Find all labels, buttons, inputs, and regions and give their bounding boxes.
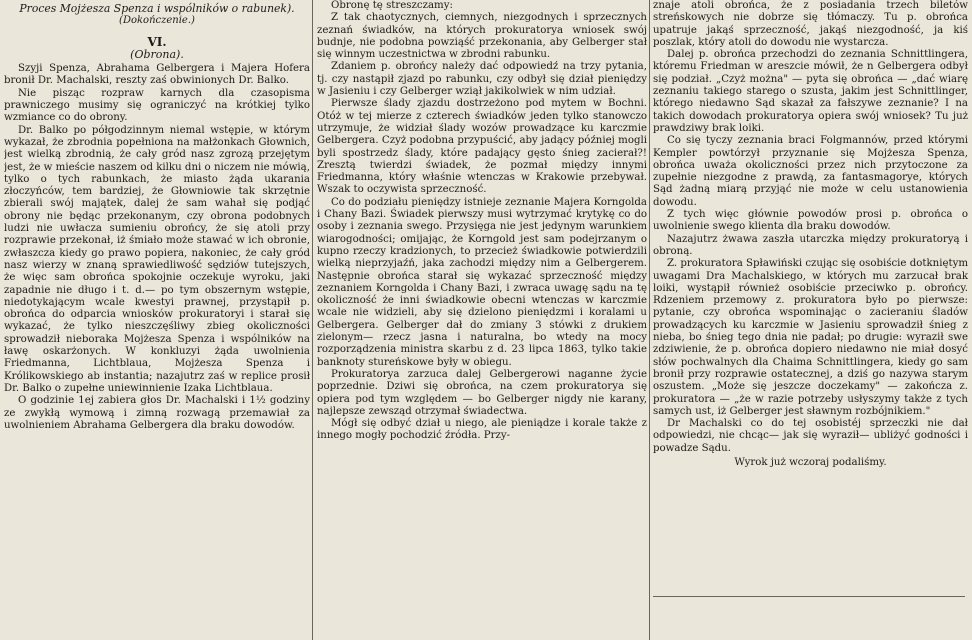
- paragraph: Co się tyczy zeznania braci Folgmannów, przed którymi Kempler powtórzył przyznanie się Mojżesza Spenza, obrońca uważa okoliczności przez nich przytoczone za zupełnie niezgodne z prawdą, za fantasmagorye, których Sąd żadną miarą przyjąć nie może w celu ustanowienia dowodu.: [653, 135, 968, 208]
- column-divider: [649, 0, 650, 640]
- paragraph: Z. prokuratora Spławiński czując się osobiście dotkniętym uwagami Dra Machalskiego, w których mu zarzucał brak loiki, wystąpił również osobiście przeciwko p. obrońcy. Rdzeniem przemowy z. prokuratora było po pierwsze: pytanie, czy obrońca wspominając o zacieraniu śladów prowadzących ku karczmie w Jasieniu sprowadził śnieg z nieba, bo śnieg tego dnia nie padał; po drugie: wyraził swe zdziwienie, że p. obrońca dopiero niedawno nie miał dosyć słów pochwalnych dla Chaima Schnittlingera, kiedy go sam bronił przy rozprawie ostatecznej, a dziś go nazywa starym oszustem. „Może się jeszcze doczekamy" — zakończa z. prokuratora — „że w razie potrzeby usłyszymy także z tych samych ust, iż Gelberger jest sławnym rozbójnikiem.": [653, 258, 968, 417]
- paragraph: Dr Machalski co do tej osobistéj sprzeczki nie dał odpowiedzi, nie chcąc— jak się wyraził— ubliżyć godności i powadze Sądu.: [653, 418, 968, 454]
- paragraph: O godzinie 1ej zabiera głos Dr. Machalski i 1½ godziny ze zwykłą wymową i zimną rozwagą przemawiał za uwolnieniem Abrahama Gelbergera dla braku dowodów.: [4, 395, 310, 431]
- paragraph: Prokuratorya zarzuca dalej Gelbergerowi naganne życie poprzednie. Dziwi się obrońca, na czem prokuratorya się opiera pod tym względem — bo Gelberger nigdy nie karany, najlepsze zewsząd otrzymał świadectwa.: [317, 368, 647, 417]
- paragraph: Dalej p. obrońca przechodzi do zeznania Schnittlingera, któremu Friedman w areszcie mówił, że n Gelbergera odbył się podział. „Czyż można" — pyta się obrońca — „dać wiarę zeznaniu takiego starego o szusta, jakim jest Schnittlinger, którego niedawno Sąd skazał za fałszywe zeznanie? I na takich dowodach prokuratorya opiera swój wniosek? Tu już prawdziwy brak loiki.: [653, 49, 968, 134]
- column-left: [4, 0, 310, 640]
- article-title: Proces Mojżesza Spenza i wspólników o rabunek).: [19, 2, 295, 15]
- closing-rule: [653, 596, 965, 597]
- column-right: [653, 0, 968, 640]
- paragraph: znaje atoli obrońca, że z posiadania trzech biletów streńskowych nie dobrze się tłómaczy. Tu p. obrońca upatruje jakąś sprzeczność, jakąś niezgodność, ja kiś poszlak, który atoli do dowodu nie wystarcza.: [653, 0, 968, 48]
- paragraph: Nazajutrz żwawa zaszła utarczka między prokuratoryą i obroną.: [653, 233, 968, 257]
- paragraph: Szyji Spenza, Abrahama Gelbergera i Majera Hofera bronił Dr. Machalski, reszty zaś obwinionych Dr. Balko.: [4, 63, 310, 87]
- paragraph: Obronę tę streszczamy:: [331, 0, 453, 11]
- paragraph: Dr. Balko po półgodzinnym niemal wstępie, w którym wykazał, że zbrodnia popełniona na małżonkach Głownich, jest wielką zbrodnią, że cały gród nasz zgrozą przejętym jest, że w mieście naszem od kilku dni o niczem nie mówią, tylko o tych rabunkach, że miasto żąda ukarania złoczyńców, tem bardziej, że Głowniowie tak skrzętnie zbierali swój majątek, dalej że sam wahał się podjąć obrony nie będąc przekonanym, czy obrona podobnych ludzi nie uwłacza sumieniu obrońcy, że się atoli przy rozprawie przekonał, iż śmiało może stawać w ich obronie, zwłaszcza kiedy go prawo popiera, nakoniec, że cały gród nasz wierzy w znaną sprawiedliwość sędziów tutejszych, że więc sam obrońca spokojnie oczekuje wyroku, jaki zapadnie nie długo i t. d.— po tym obszernym wstępie, niedotykającym wcale kwestyi prawnej, przystąpił p. obrońca do odparcia wniosków prokuratoryi i starał się wykazać, że tylko nieszczęśliwy zbieg okoliczności sprowadził nieboraka Mojżesza Spenza i wspólników na ławę oskarżonych. W konkluzyi żąda uwolnienia Friedmanna, Lichtblaua, Mojżesza Spenza i Królikowskiego ab instantia; nazajutrz zaś w replice prosił Dr. Balko o zupełne uniewinnienie Izaka Lichtblaua.: [4, 124, 310, 394]
- section-heading: (Obrona).: [130, 47, 184, 61]
- paragraph: Mógł się odbyć dział u niego, ale pieniądze i korale także z innego mogły pochodzić źródła. Przy-: [317, 418, 647, 442]
- paragraph: Z tak chaotycznych, ciemnych, niezgodnych i sprzecznych zeznań świadków, na których prokuratorya wniosek swój budnje, nie podobna powziąść przekonania, aby Gelberger stał się winnym uczestnictwa w zbrodni rabunku.: [317, 12, 647, 61]
- paragraph: Z tych więc głównie powodów prosi p. obrońca o uwolnienie swego klienta dla braku dowodów.: [653, 209, 968, 233]
- paragraph: Pierwsze ślady zjazdu dostrzeżono pod mytem w Bochni. Otóż w tej mierze z czterech świadków jeden tylko stanowczo utrzymuje, że widział ślady wozów prowadzące ku karczmie Gelbergera. Czyż podobna przypuścić, aby jadący później mogli byli spostrzedz ślady, które padający gęsto śnieg zacierał?! Zresztą twierdzi świadek, że pozmał między innymi Friedmanna, który właśnie wtenczas w Krakowie przebywał. Wszak to oczywista sprzeczność.: [317, 98, 647, 196]
- closing-line: Wyrok już wczoraj podaliśmy.: [734, 456, 887, 468]
- paragraph: Zdaniem p. obrońcy należy dać odpowiedź na trzy pytania, tj. czy nastąpił zjazd po rabunku, czy odbył się dział pieniędzy w Jasieniu i czy Gelberger wziął jakikolwiek w nim udział.: [317, 61, 647, 98]
- paragraph: Nie pisząc rozpraw karnych dla czasopisma prawniczego musimy się ograniczyć na krótkiej tylko wzmiance co do obrony.: [4, 87, 310, 124]
- article-subtitle: (Dokończenie.): [119, 15, 195, 27]
- column-divider: [312, 0, 313, 640]
- paragraph: Co do podziału pieniędzy istnieje zeznanie Majera Korngolda i Chany Bazi. Świadek pierwszy musi wytrzymać krytykę co do osoby i zeznania swego. Przysięga nie jest jedynym warunkiem wiarogodności; omijając, że Korngold jest sam podejrzanym o kupno rzeczy kradzionych, to przecież świadkowie potwierdzili wielką nieprzyjaźń, jaka zachodzi między nim a Gelbergerem. Następnie obrońca starał się wykazać sprzeczność między zeznaniem Korngolda i Chany Bazi, i zwraca uwagę sądu na tę okoliczność że inni świadkowie obecni wtenczas w karczmie wcale nie widzieli, aby się dzielono pieniędzmi i koralami u Gelbergera. Gelberger dał do zmiany 3 stówki z drukiem zielonym— rzecz jasna i naturalna, bo wtedy na mocy rozporządzenia ministra skarbu z d. 23 lipca 1863, tylko takie banknoty stureńskowe były w obiegu.: [317, 196, 647, 368]
- section-number: VI.: [147, 34, 167, 49]
- column-middle: [317, 0, 647, 640]
